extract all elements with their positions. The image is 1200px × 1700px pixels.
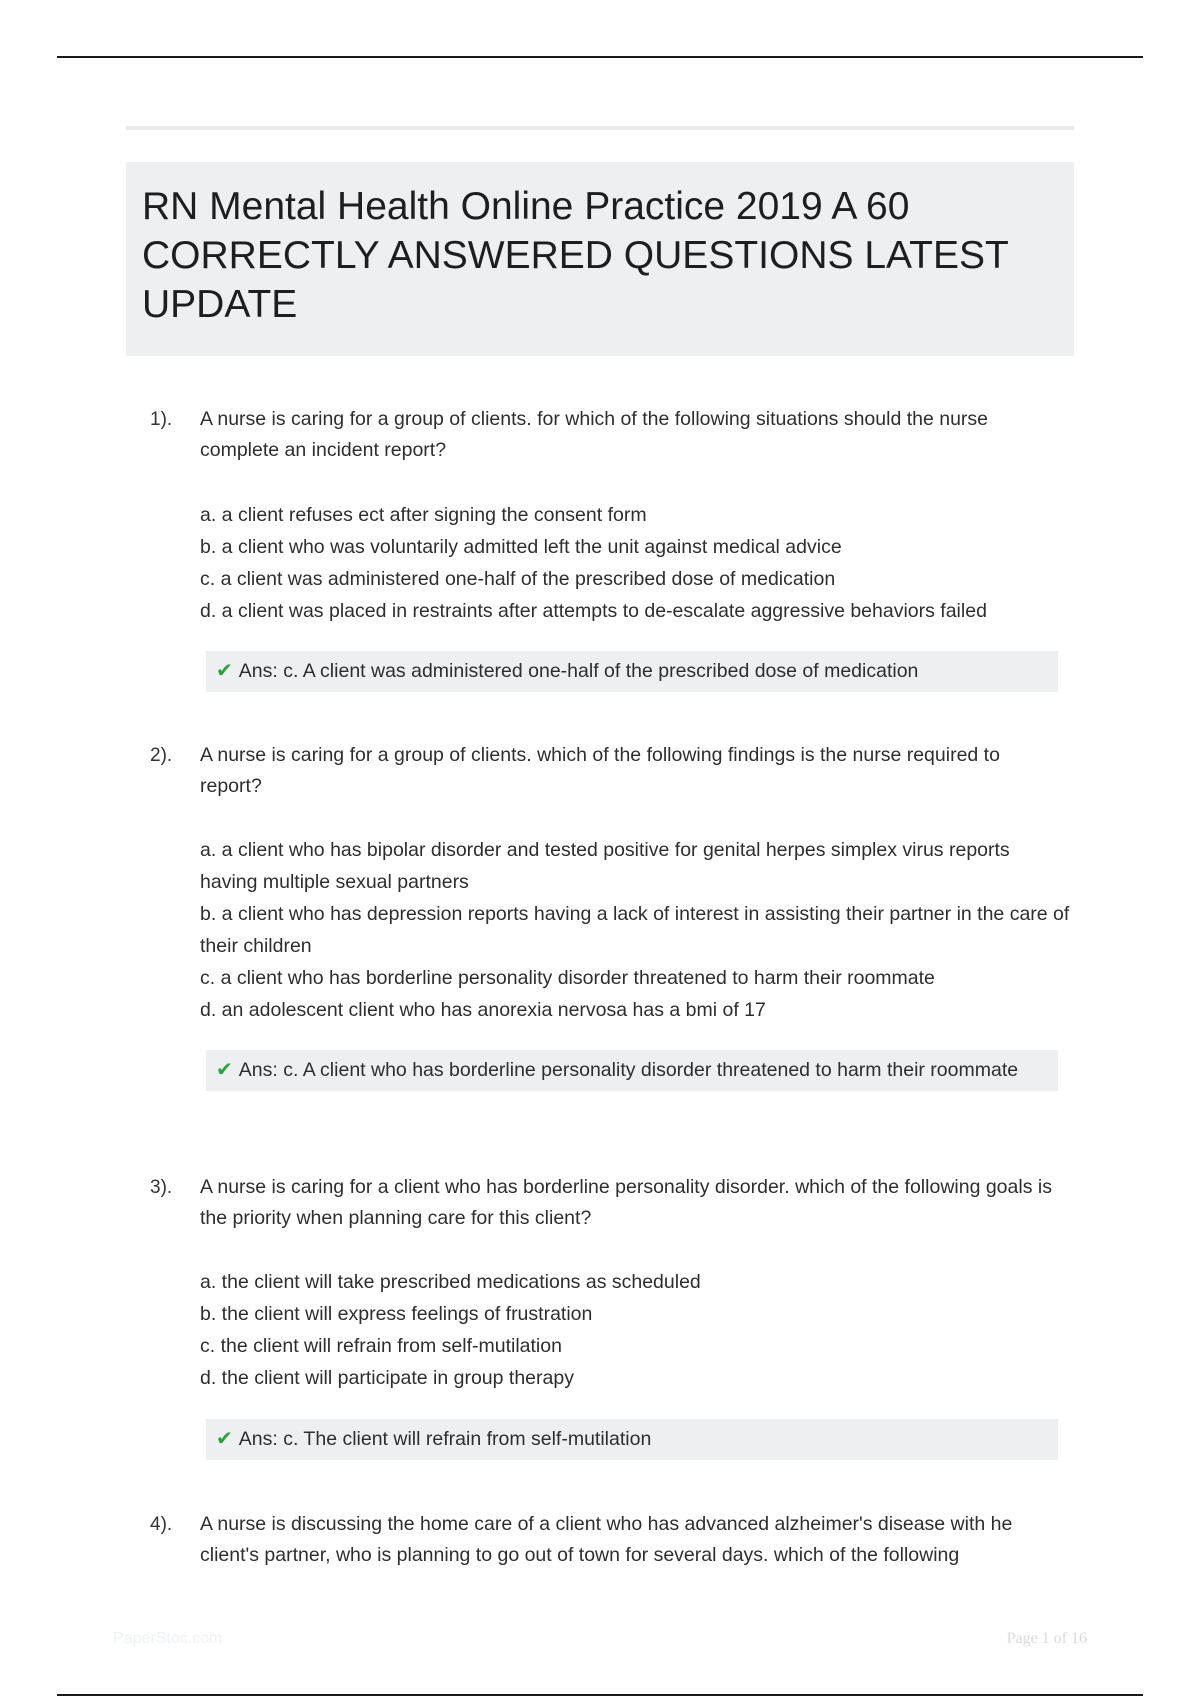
answer-box: [206, 1050, 1058, 1091]
title-box: [126, 162, 1074, 356]
option-d: d. the client will participate in group therapy: [200, 1367, 574, 1389]
top-rule: [57, 56, 1143, 58]
question-text: A nurse is caring for a group of clients. which of the following findings is the nurse required to report?: [200, 744, 1000, 797]
bottom-rule: [57, 1694, 1143, 1696]
answer-box: [206, 1419, 1058, 1460]
answer-text: Ans: c. The client will refrain from self-mutilation: [238, 1428, 652, 1450]
option-d: d. an adolescent client who has anorexia nervosa has a bmi of 17: [200, 999, 766, 1021]
option-c: c. a client was administered one-half of the prescribed dose of medication: [200, 568, 836, 590]
question-text: A nurse is caring for a client who has borderline personality disorder. which of the following goals is the priority when planning care for this client?: [200, 1176, 1052, 1229]
answer-box: [206, 651, 1058, 692]
question-number: 2).: [150, 745, 173, 766]
check-icon: ✔: [216, 660, 233, 682]
options-list: [200, 499, 1070, 627]
option-c: c. the client will refrain from self-mutilation: [200, 1335, 562, 1357]
options-list: [200, 834, 1070, 1026]
question-number: 4).: [150, 1514, 173, 1535]
watermark: PaperStoc.com: [113, 1630, 223, 1647]
question-text: A nurse is caring for a group of clients. for which of the following situations should the nurse complete an incident report?: [200, 408, 989, 461]
question-number: 1).: [150, 409, 173, 430]
page-indicator: Page 1 of 16: [1006, 1630, 1087, 1647]
check-icon: ✔: [216, 1428, 233, 1450]
options-list: [200, 1266, 1070, 1394]
option-b: b. the client will express feelings of frustration: [200, 1303, 593, 1325]
question-number: 3).: [150, 1177, 173, 1198]
question-text: A nurse is discussing the home care of a client who has advanced alzheimer's disease with he client's partner, who is planning to go out of town for several days. which of the following: [200, 1513, 1013, 1566]
option-b: b. a client who was voluntarily admitted left the unit against medical advice: [200, 536, 842, 558]
check-icon: ✔: [216, 1059, 233, 1081]
answer-text: Ans: c. A client who has borderline personality disorder threatened to harm their roommate: [238, 1059, 1019, 1081]
option-b: b. a client who has depression reports having a lack of interest in assisting their partner in the care of their children: [200, 903, 1070, 957]
option-d: d. a client was placed in restraints after attempts to de-escalate aggressive behaviors failed: [200, 600, 987, 622]
document-title: RN Mental Health Online Practice 2019 A 60 CORRECTLY ANSWERED QUESTIONS LATEST UPDATE: [142, 185, 1009, 326]
option-a: a. a client refuses ect after signing the consent form: [200, 504, 647, 526]
option-a: a. the client will take prescribed medications as scheduled: [200, 1271, 701, 1293]
option-c: c. a client who has borderline personality disorder threatened to harm their roommate: [200, 967, 935, 989]
title-divider: [126, 126, 1074, 130]
answer-text: Ans: c. A client was administered one-half of the prescribed dose of medication: [238, 660, 919, 682]
option-a: a. a client who has bipolar disorder and tested positive for genital herpes simplex virus reports having multiple sexual partners: [200, 839, 1010, 893]
